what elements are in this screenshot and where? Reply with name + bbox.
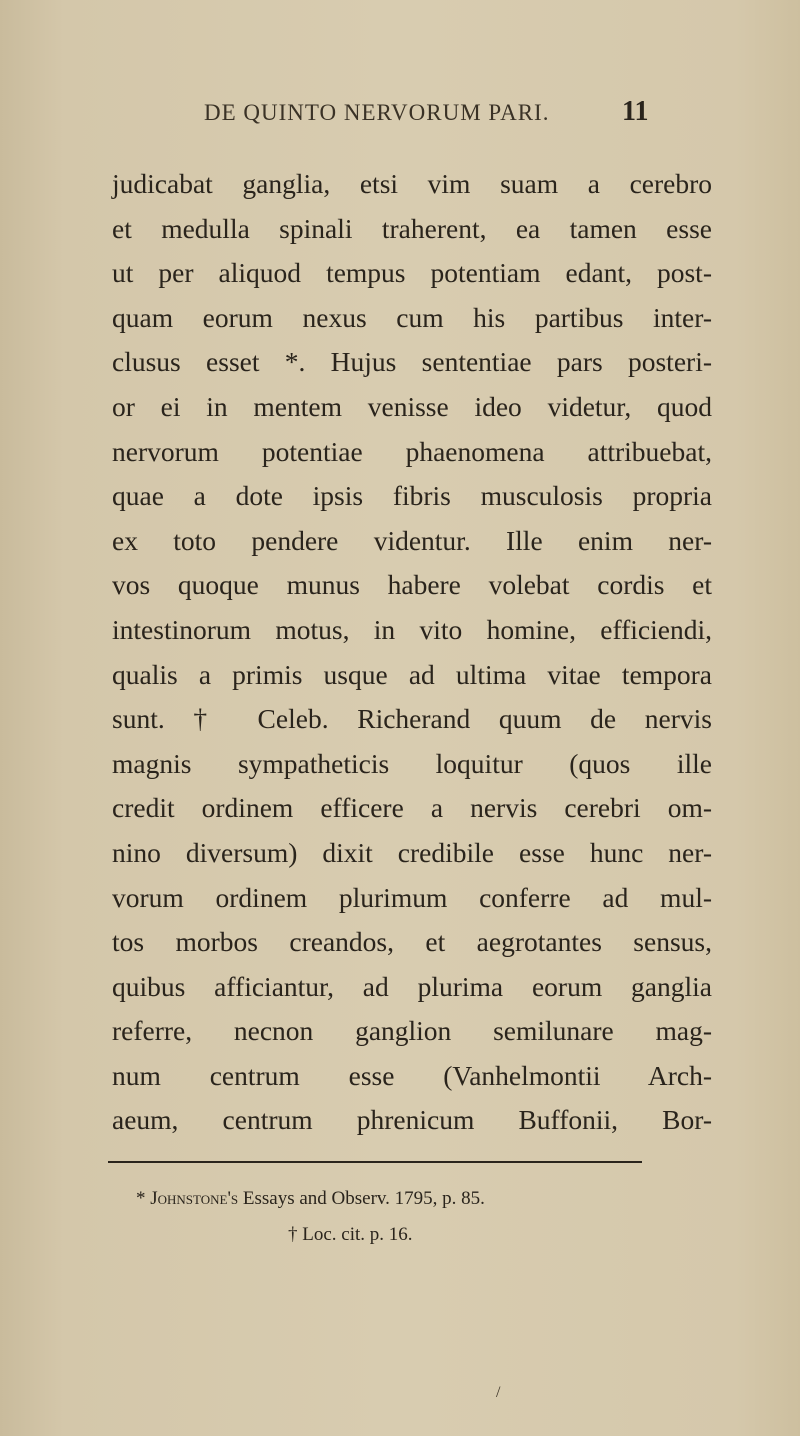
- footnote-rule: [108, 1161, 642, 1163]
- text-line: quam eorum nexus cum his partibus inter-: [112, 301, 712, 333]
- text-line: clusus esset *. Hujus sententiae pars posteri-: [112, 346, 712, 378]
- text-line: tos morbos creandos, et aegrotantes sensus,: [112, 926, 712, 958]
- footnote: [288, 1224, 413, 1246]
- text-line: vorum ordinem plurimum conferre ad mul-: [112, 881, 712, 913]
- text-line: judicabat ganglia, etsi vim suam a cerebro: [112, 168, 712, 199]
- text-line: credit ordinem efficere a nervis cerebri om-: [112, 792, 712, 824]
- footnote-text: Essays and Observ. 1795, p. 85.: [242, 1188, 485, 1209]
- footnote-author: Johnstone's: [150, 1188, 239, 1209]
- text-line: aeum, centrum phrenicum Buffonii, Bor-: [112, 1104, 712, 1136]
- text-line: quibus afficiantur, ad plurima eorum ganglia: [112, 970, 712, 1002]
- text-line: sunt. † Celeb. Richerand quum de nervis: [112, 703, 712, 735]
- text-line: intestinorum motus, in vito homine, efficiendi,: [112, 613, 712, 645]
- running-head: DE QUINTO NERVORUM PARI.: [204, 100, 550, 125]
- text-line: num centrum esse (Vanhelmontii Arch-: [112, 1059, 712, 1091]
- page-number: 11: [622, 96, 649, 127]
- footnote-text: Loc. cit. p. 16.: [302, 1224, 413, 1245]
- text-line: ut per aliquod tempus potentiam edant, post-: [112, 257, 712, 289]
- text-line: referre, necnon ganglion semilunare mag-: [112, 1015, 712, 1047]
- text-line: et medulla spinali traherent, ea tamen esse: [112, 212, 712, 244]
- text-line: qualis a primis usque ad ultima vitae tempora: [112, 658, 712, 690]
- text-line: magnis sympatheticis loquitur (quos ille: [112, 747, 712, 779]
- stray-mark: /: [496, 1384, 501, 1401]
- text-line: or ei in mentem venisse ideo videtur, quod: [112, 390, 712, 422]
- footnote: [136, 1188, 485, 1210]
- text-line: nino diversum) dixit credibile esse hunc ner-: [112, 836, 712, 868]
- text-line: vos quoque munus habere volebat cordis et: [112, 569, 712, 601]
- text-line: quae a dote ipsis fibris musculosis propria: [112, 480, 712, 512]
- text-line: ex toto pendere videntur. Ille enim ner-: [112, 524, 712, 556]
- page-header: [0, 96, 800, 136]
- footnote-marker: *: [136, 1188, 146, 1209]
- text-line: nervorum potentiae phaenomena attribuebat,: [112, 435, 712, 467]
- footnote-marker: †: [288, 1224, 298, 1245]
- body-text: [112, 162, 712, 1143]
